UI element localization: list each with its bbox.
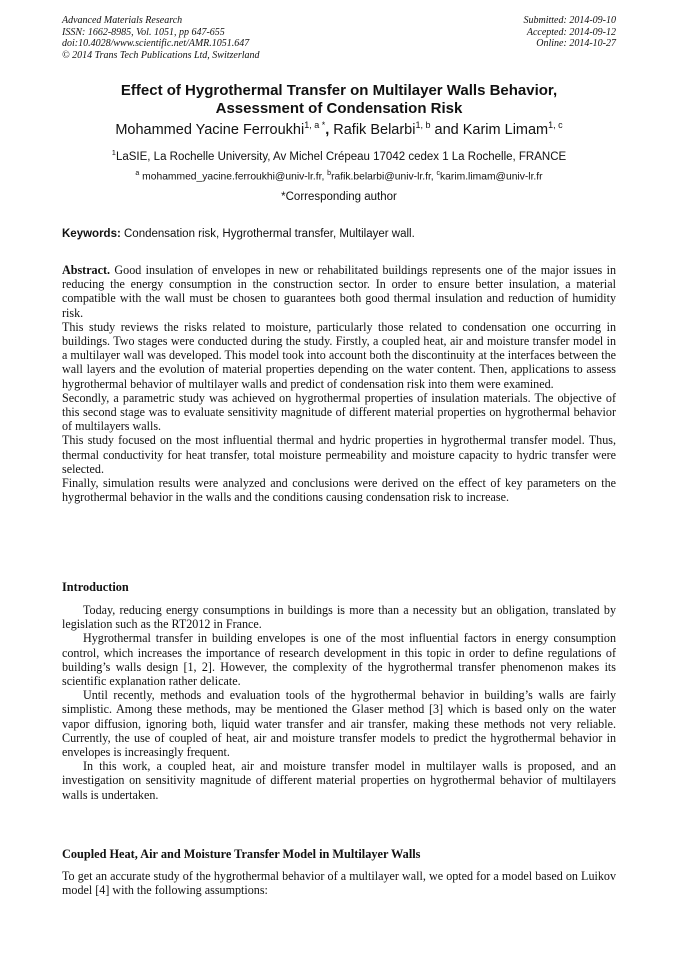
author-list <box>62 120 616 138</box>
author-separator: , <box>325 121 334 138</box>
abstract-paragraph: This study reviews the risks related to moisture, particularly those related to condensation one occurring in buildings. Two stages were conducted during the study. Firstly, a coupled heat, air and moisture transfer model in a multilayer wall was developed. This model took into account both the discontinuity at the interfaces between the wall layers and the evolution of material properties depending on the water content. Then, applications to assess hygrothermal behavior of multilayer walls and predict of condensation risk into them were examined. <box>62 319 616 391</box>
affiliation-text: LaSIE, La Rochelle University, Av Michel Crépeau 17042 cedex 1 La Rochelle, FRANCE <box>115 150 567 163</box>
author-emails <box>62 170 616 182</box>
abstract-label: Abstract. <box>62 263 111 277</box>
journal-issn: ISSN: 1662-8985, Vol. 1051, pp 647-655 <box>62 26 225 38</box>
body-paragraph: Today, reducing energy consumptions in buildings is more than a necessity but an obligation, translated by legislation such as the RT2012 in France. <box>62 603 616 632</box>
abstract-paragraph: This study focused on the most influential thermal and hydric properties in hygrothermal transfer model. Thus, thermal conductivity for heat transfer, total moisture permeability and moisture capacity to hydric transfer were selected. <box>62 433 616 476</box>
keywords <box>62 228 616 240</box>
section-heading-coupled-model: Coupled Heat, Air and Moisture Transfer Model in Multilayer Walls <box>62 847 421 861</box>
title-line-2: Assessment of Condensation Risk <box>215 100 463 117</box>
email-link: mohammed_yacine.ferroukhi@univ-lr.fr, <box>139 171 328 183</box>
author-affil-mark: 1, a * <box>304 120 326 130</box>
email-link: rafik.belarbi@univ-lr.fr, <box>331 171 437 183</box>
online-date: Online: 2014-10-27 <box>536 38 616 49</box>
journal-name: Advanced Materials Research <box>62 15 183 26</box>
author-name: Rafik Belarbi <box>333 121 416 138</box>
author-affil-mark: 1, b <box>415 120 431 130</box>
email-mark: c <box>436 170 441 177</box>
accepted-date: Accepted: 2014-09-12 <box>526 26 616 38</box>
body-paragraph: In this work, a coupled heat, air and moisture transfer model in multilayer walls is proposed, and an investigation on sensitivity magnitude of different material properties on hygrothermal behavior of multilayers walls is undertaken. <box>62 759 616 802</box>
author-name: Mohammed Yacine Ferroukhi <box>115 121 305 138</box>
journal-copyright: © 2014 Trans Tech Publications Ltd, Switzerland <box>62 49 260 61</box>
author-affil-mark: 1, c <box>548 120 563 130</box>
affiliation <box>62 148 616 163</box>
abstract <box>62 263 616 504</box>
journal-info <box>62 15 260 61</box>
abstract-paragraph: Secondly, a parametric study was achieved on hygrothermal properties of insulation materials. The objective of this second stage was to evaluate sensitivity magnitude of different material properties on hygrothermal behavior of multilayers walls. <box>62 390 616 434</box>
author-separator: and <box>430 121 463 138</box>
keywords-label: Keywords: <box>62 228 121 240</box>
introduction-body <box>62 603 616 802</box>
coupled-model-body <box>62 869 616 897</box>
submitted-date: Submitted: 2014-09-10 <box>523 15 616 26</box>
body-paragraph: Hygrothermal transfer in building envelopes is one of the most influential factors in energy consumption control, which increases the importance of research development in this topic in order to define regulations of building’s walls design [1, 2]. However, the complexity of the hygrothermal transfer phenomenon makes its scientific explanation rather delicate. <box>62 631 616 689</box>
keywords-text: Condensation risk, Hygrothermal transfer, Multilayer wall. <box>120 228 415 240</box>
email-link: karim.limam@univ-lr.fr <box>440 171 543 183</box>
abstract-paragraph <box>62 263 616 320</box>
abstract-text: Good insulation of envelopes in new or rehabilitated buildings represents one of the major issues in reducing the energy consumption in the construction sector. In order to ensure better insulation, a material compatible with the wall must be chosen to guarantees both good thermal insulation and reduction of humidity risk. <box>62 263 616 320</box>
section-heading-introduction: Introduction <box>62 580 129 594</box>
paper-title <box>62 82 616 118</box>
journal-doi: doi:10.4028/www.scientific.net/AMR.1051.647 <box>62 38 250 49</box>
abstract-paragraph: Finally, simulation results were analyzed and conclusions were derived on the effect of key parameters on the hygrothermal behavior in the walls and the conditions causing condensation risk to increase. <box>62 476 616 505</box>
author-name: Karim Limam <box>462 121 549 138</box>
email-mark: a <box>135 170 140 177</box>
email-mark: b <box>327 170 332 177</box>
submission-dates <box>524 15 617 50</box>
body-paragraph: To get an accurate study of the hygrothermal behavior of a multilayer wall, we opted for a model based on Luikov model [4] with the following assumptions: <box>62 869 616 898</box>
body-paragraph: Until recently, methods and evaluation tools of the hygrothermal behavior in building’s walls are fairly simplistic. Among these methods, may be mentioned the Glaser method [3] which is based only on the water vapor diffusion, ignoring both, liquid water transfer and air transfer, making these methods not very reliable. Currently, the use of coupled of heat, air and moisture transfer models to predict the hygrothermal behavior in envelopes is increasingly frequent. <box>62 688 616 760</box>
title-line-1: Effect of Hygrothermal Transfer on Multilayer Walls Behavior, <box>120 82 558 99</box>
corresponding-author-note: *Corresponding author <box>281 191 397 203</box>
affiliation-mark: 1 <box>111 148 116 157</box>
